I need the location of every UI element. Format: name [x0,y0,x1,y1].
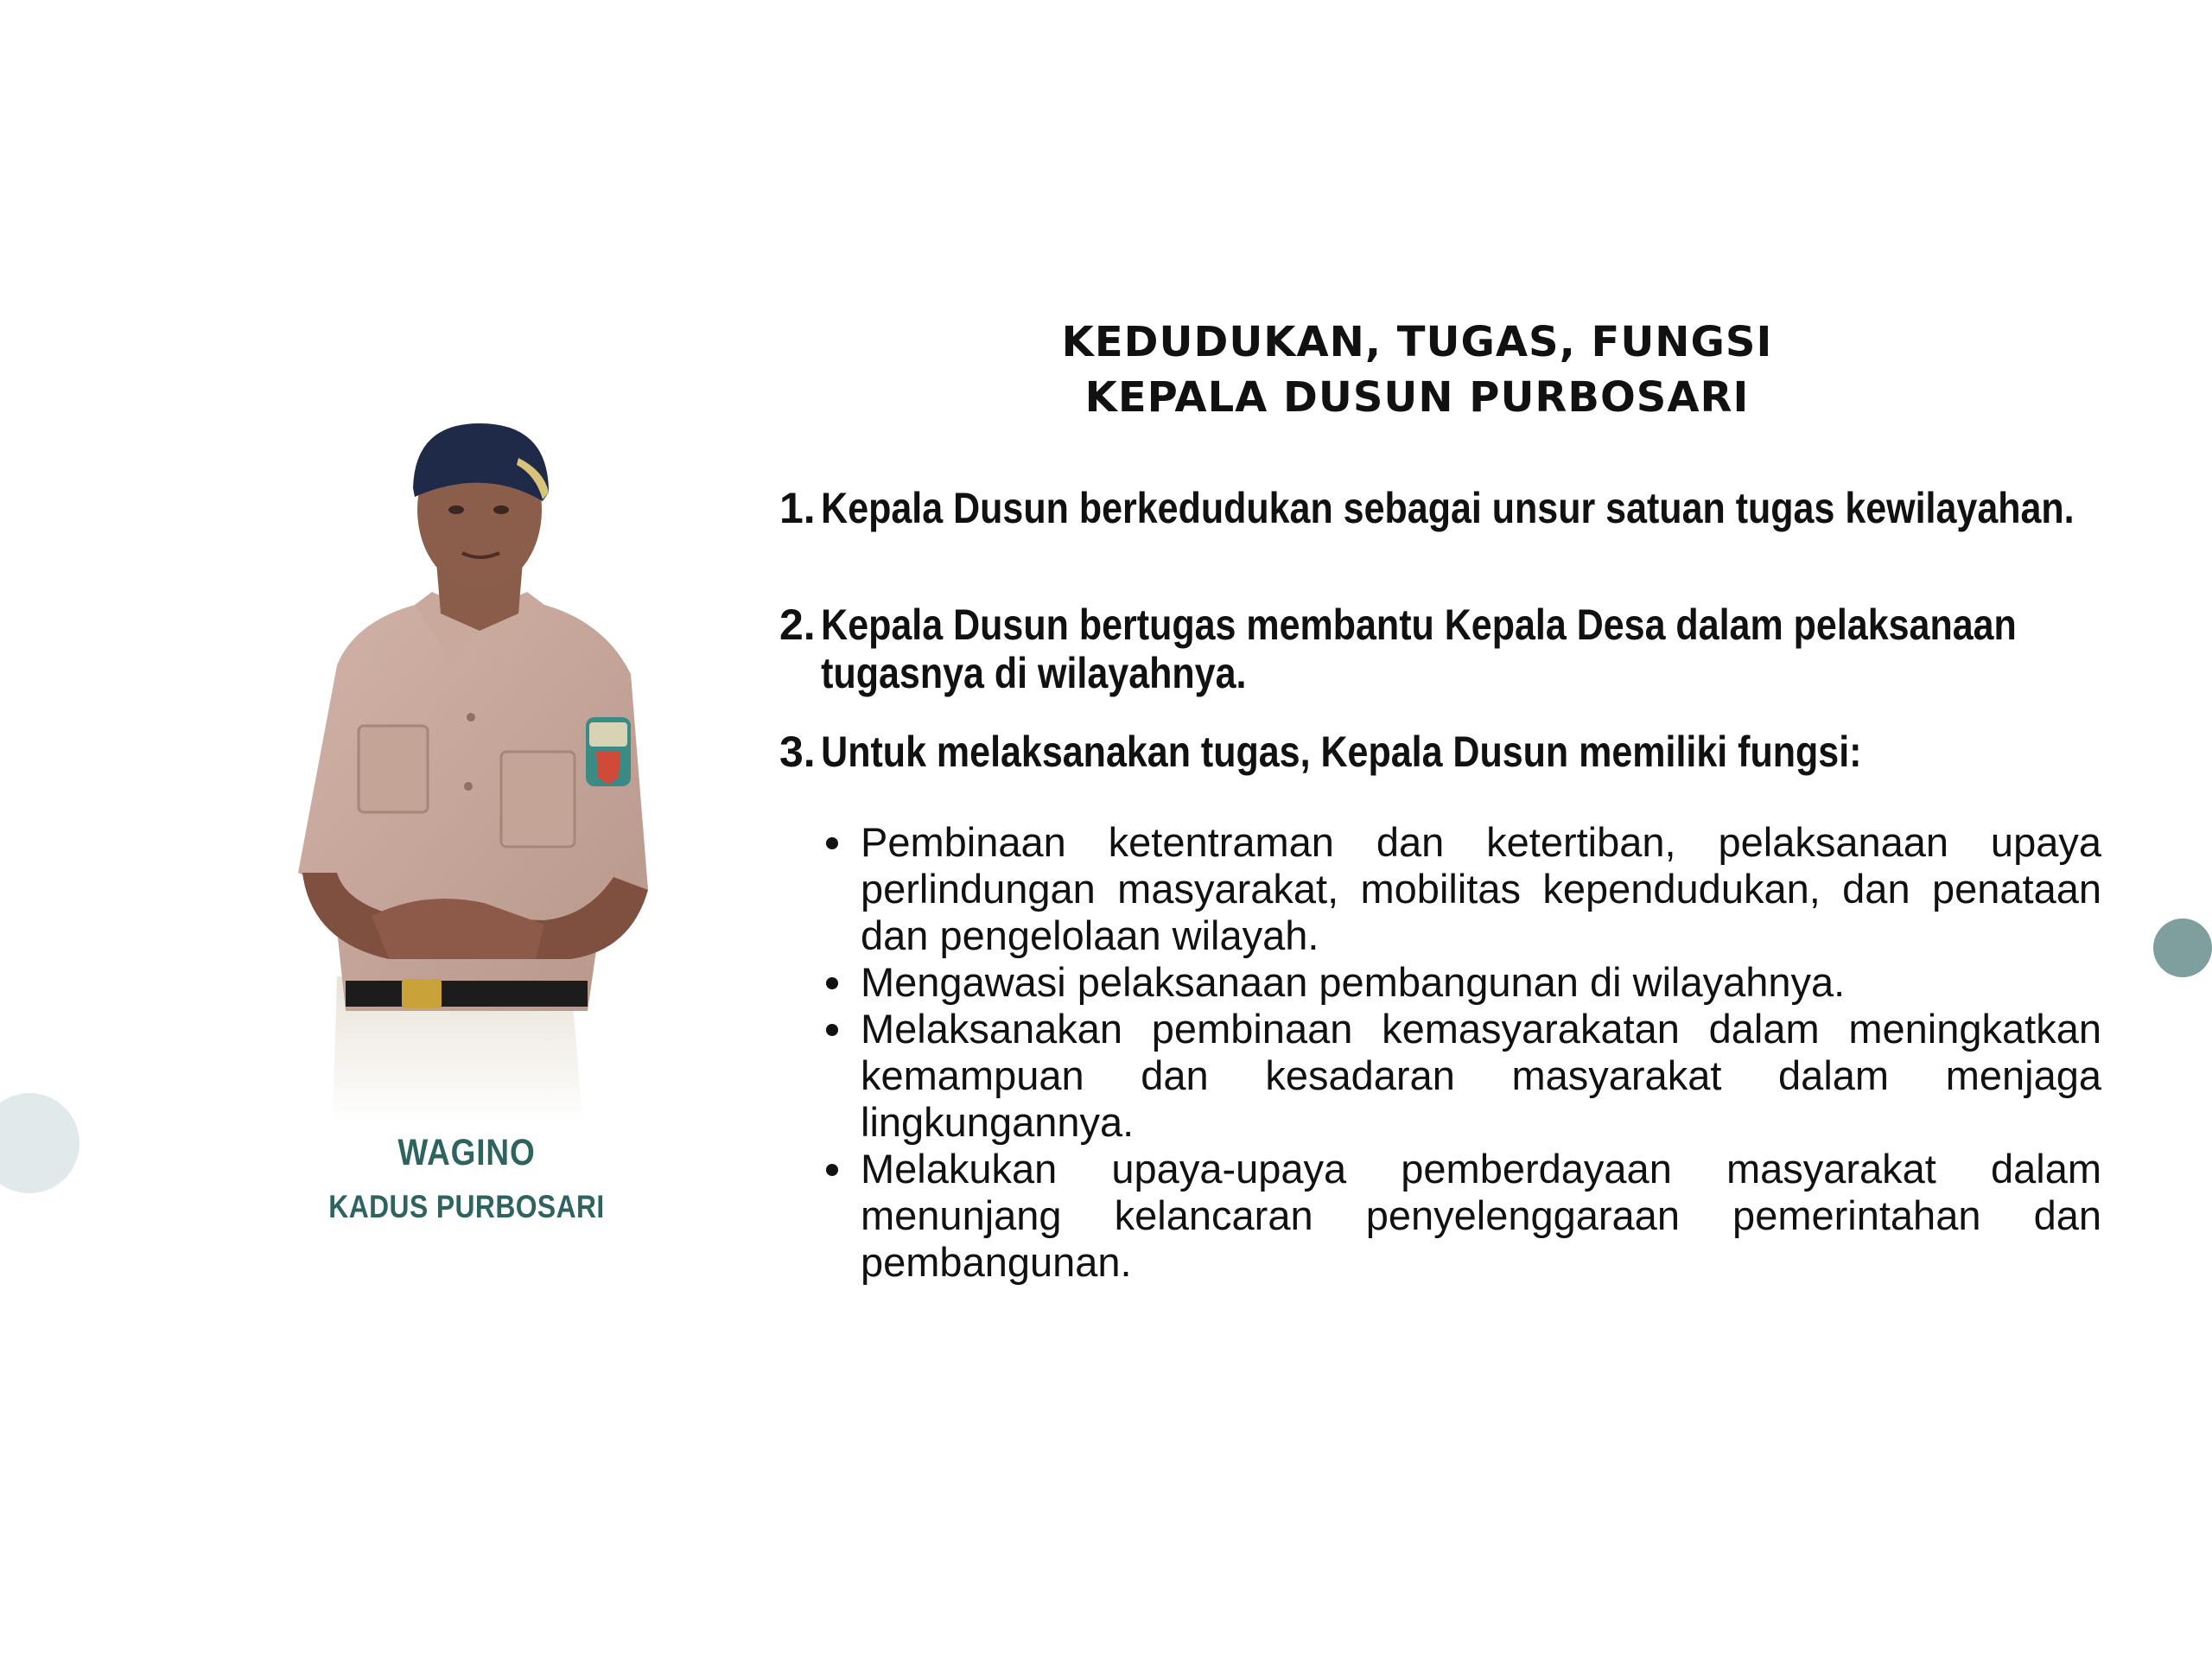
point-text: Untuk melaksanakan tugas, Kepala Dusun memiliki fungsi: [821,728,1862,776]
list-item-text: Melakukan upaya-upaya pemberdayaan masyarakat dalam menunjang kelancaran penyelenggaraan pemerintahan dan pembangunan. [861,1146,2101,1285]
list-item [823,959,2101,1006]
function-list [823,819,2101,1286]
person-name: WAGINO [397,1132,536,1173]
bullet-icon [826,837,838,849]
point-1 [779,484,2127,532]
person-role: KADUS PURBOSARI [328,1189,605,1224]
point-number: 1. [779,484,816,532]
point-text: Kepala Dusun bertugas membantu Kepala Desa dalam pelaksanaan tugasnya di wilayahnya. [821,601,2017,697]
list-item-text: Pembinaan ketentraman dan ketertiban, pelaksanaan upaya perlindungan masyarakat, mobilitas kependudukan, dan penataan dan pengelolaan wilayah. [861,819,2101,958]
official-photo [285,406,665,1123]
bullet-icon [826,977,838,989]
list-item-text: Mengawasi pelaksanaan pembangunan di wilayahnya. [861,959,1846,1005]
bullet-icon [826,1024,838,1036]
list-item-text: Melaksanakan pembinaan kemasyarakatan dalam meningkatkan kemampuan dan kesadaran masyarakat dalam menjaga lingkungannya. [861,1006,2101,1145]
point-2 [779,601,2127,697]
point-text: Kepala Dusun berkedudukan sebagai unsur satuan tugas kewilayahan. [821,484,2075,532]
decorative-circle-right [2153,918,2212,977]
list-item [823,1006,2101,1146]
bullet-icon [826,1164,838,1176]
decorative-circle-left [0,1093,79,1193]
point-3 [779,728,2127,776]
list-item [823,1146,2101,1286]
page-title-line-2: KEPALA DUSUN PURBOSARI [1084,373,1750,422]
point-number: 3. [779,728,816,776]
point-number: 2. [779,601,816,649]
list-item [823,819,2101,959]
page-title-line-1: KEDUDUKAN, TUGAS, FUNGSI [1061,318,1773,366]
